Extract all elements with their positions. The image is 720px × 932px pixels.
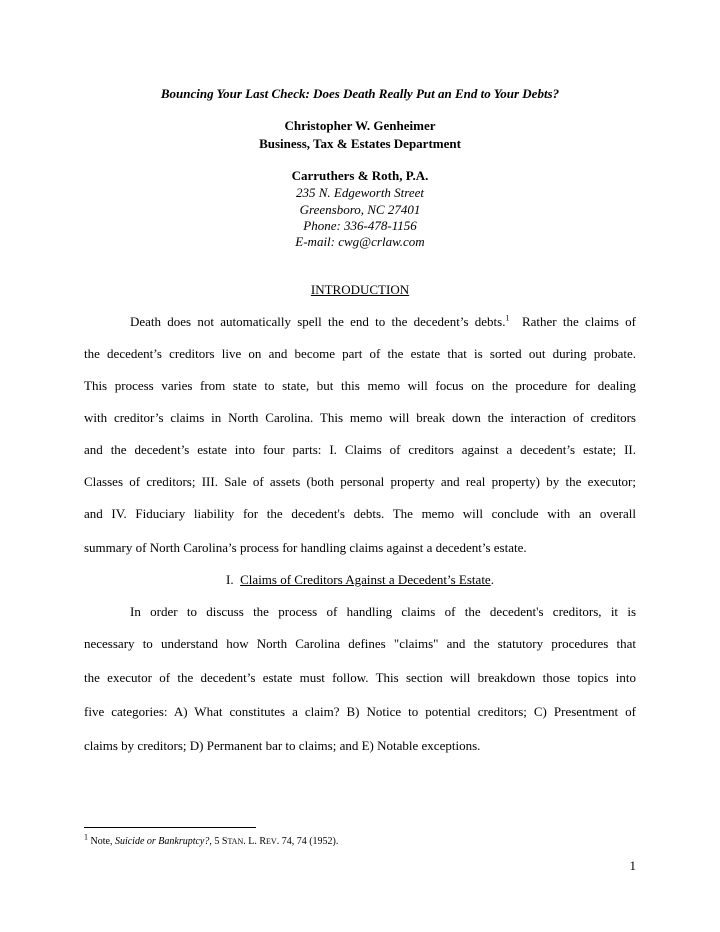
section-paragraph-line: claims by creditors; D) Permanent bar to claims; and E) Notable exceptions. [84, 738, 481, 753]
intro-paragraph-line: and IV. Fiduciary liability for the decedent's debts. The memo will conclude with an overall [84, 506, 636, 521]
footnote-prefix: Note, [88, 836, 115, 847]
intro-paragraph-line [130, 314, 636, 330]
address-street: 235 N. Edgeworth Street [295, 185, 425, 200]
footnote-ref-1[interactable]: 1 [505, 313, 510, 323]
section-paragraph-line: the executor of the decedent’s estate must follow. This section will breakdown those topics into [84, 670, 636, 685]
section-paragraph-line: necessary to understand how North Carolina defines "claims" and the statutory procedures that [84, 636, 636, 651]
section-paragraph-line: five categories: A) What constitutes a claim? B) Notice to potential creditors; C) Presentment of [84, 704, 636, 719]
intro-line1-text: Death does not automatically spell the end to the decedent’s debts. [130, 314, 506, 329]
footnote-text: , 5 S [209, 836, 228, 847]
phone-number: Phone: 336-478-1156 [303, 218, 417, 233]
footnote-marker: 1 [84, 832, 88, 842]
department-name: Business, Tax & Estates Department [259, 136, 461, 151]
intro-paragraph-line: This process varies from state to state, but this memo will focus on the procedure for dealing [84, 378, 636, 393]
section-number: I. [226, 572, 241, 587]
footnote-article-title: Suicide or Bankruptcy? [114, 836, 210, 847]
intro-line1-rest: Rather the claims of [509, 314, 636, 329]
address-city: Greensboro, NC 27401 [299, 202, 421, 217]
firm-name: Carruthers & Roth, P.A. [291, 168, 429, 183]
intro-paragraph-line: summary of North Carolina’s process for handling claims against a decedent’s estate. [84, 540, 527, 555]
page-number: 1 [629, 858, 636, 873]
introduction-heading: INTRODUCTION [310, 282, 410, 297]
intro-paragraph-line: with creditor’s claims in North Carolina. This memo will break down the interaction of creditors [84, 410, 636, 425]
email-address: E-mail: cwg@crlaw.com [295, 234, 425, 249]
footnote-smallcaps: EV [266, 837, 277, 846]
footnote-text: . L. R [243, 836, 267, 847]
footnote-divider [84, 827, 256, 828]
footnote [84, 832, 339, 847]
document-title: Bouncing Your Last Check: Does Death Really Put an End to Your Debts? [160, 86, 560, 101]
intro-paragraph-line: and the decedent’s estate into four parts: I. Claims of creditors against a decedent’s estate; II. [84, 442, 636, 457]
intro-paragraph-line: the decedent’s creditors live on and become part of the estate that is sorted out during probate. [84, 346, 636, 361]
author-name: Christopher W. Genheimer [284, 118, 436, 133]
section-heading [0, 572, 720, 588]
section-paragraph-line: In order to discuss the process of handling claims of the decedent's creditors, it is [130, 604, 636, 619]
section-title: Claims of Creditors Against a Decedent’s Estate [240, 572, 491, 587]
intro-paragraph-line: Classes of creditors; III. Sale of assets (both personal property and real property) by the executor; [84, 474, 636, 489]
footnote-smallcaps: TAN [227, 837, 244, 846]
section-period: . [490, 572, 494, 587]
footnote-text: . 74, 74 (1952). [276, 836, 339, 847]
